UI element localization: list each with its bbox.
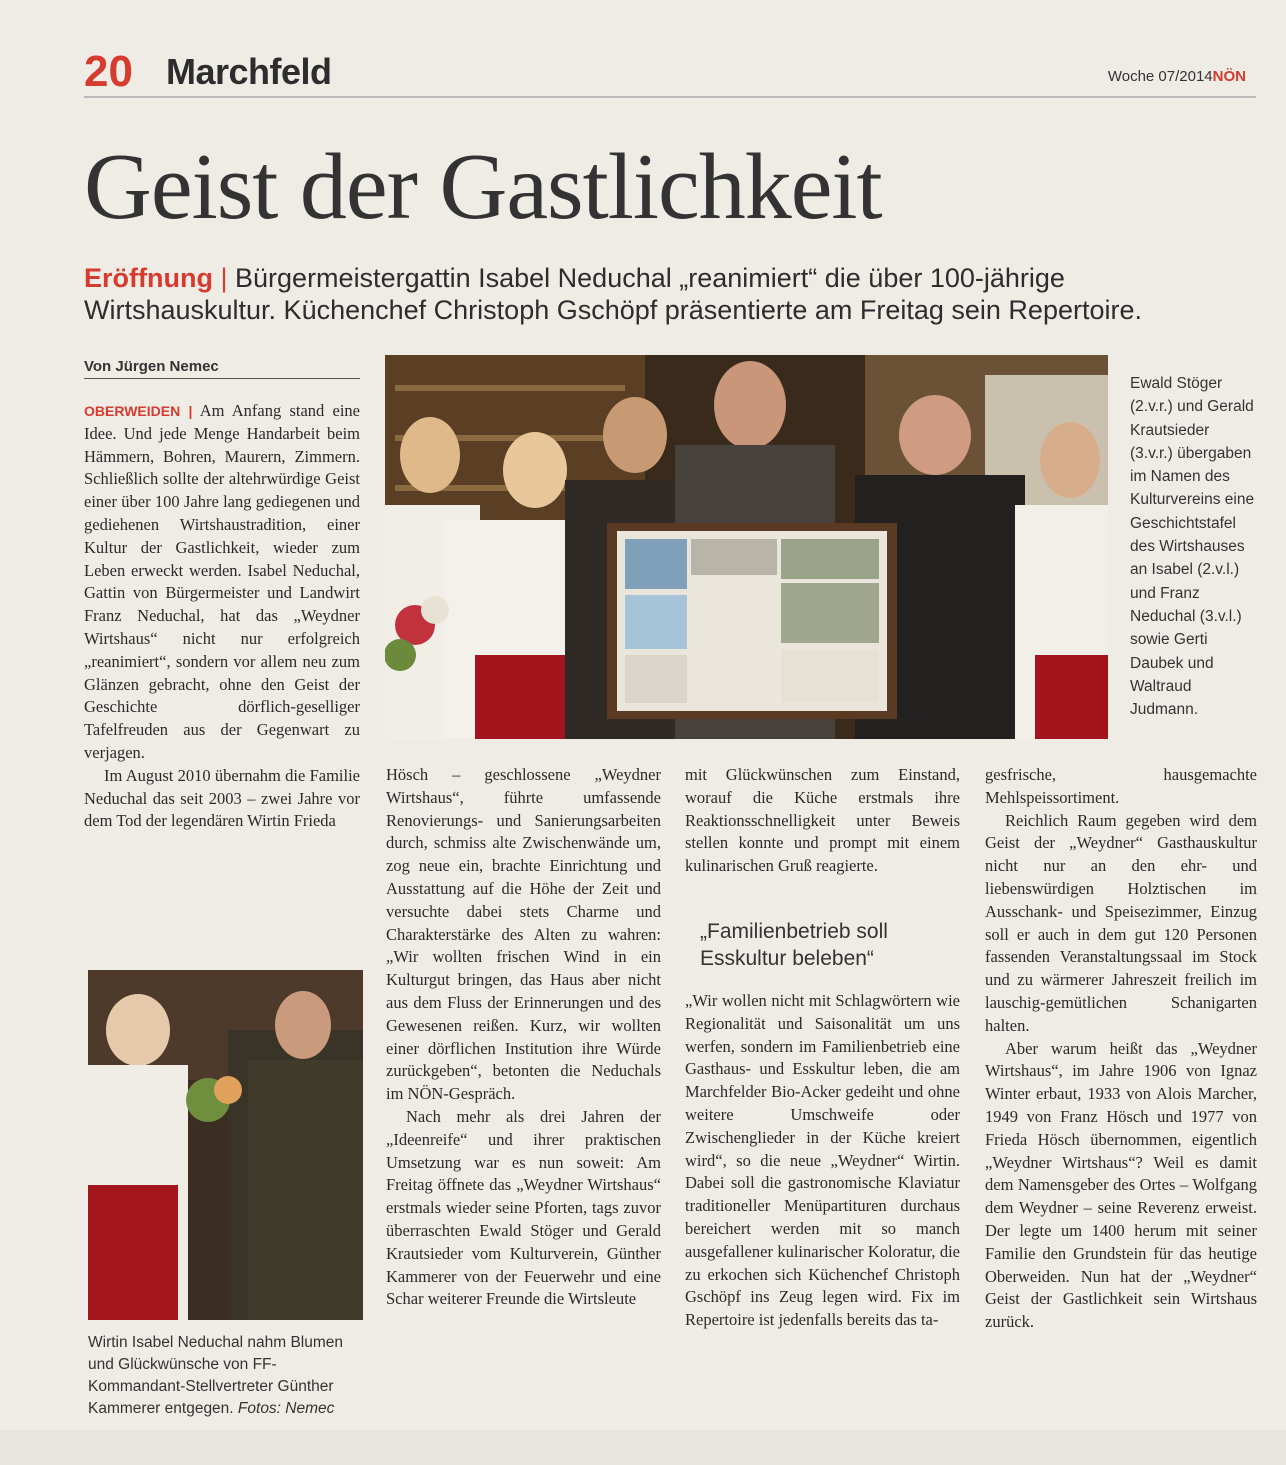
small-photo-image [88,970,363,1320]
main-photo [385,355,1108,739]
text-column-1 [84,400,360,833]
issue-info [1108,68,1246,85]
lead-keyword: Eröffnung [84,263,213,293]
text-column-3 [685,764,960,878]
paragraph: Nach mehr als drei Jahren der „Ideenreife“ und ihrer praktischen Umsetzung war es nun soweit: Am Freitag öffnete das „Weydner Wirtshaus“ erstmals wieder seine Pforten, tags zuvor überraschten Ewald Stöger und Gerald Krautsieder vom Kulturverein, Günther Kammerer von der Feuerwehr und eine Schar weiterer Freunde die Wirtsleute [386,1106,661,1309]
paragraph-text: Am Anfang stand eine Idee. Und jede Menge Handarbeit beim Hämmern, Bohren, Maurern, Zimmern. Schließlich sollte der altehrwürdige Geist einer über 100 Jahre lang gediegenen und gediehenen Wirtshaustradition, einer Kultur der Gastlichkeit, wieder zum Leben erweckt werden. Isabel Neduchal, Gattin von Bürgermeister und Landwirt Franz Neduchal, hat das „Weydner Wirtshaus“ nicht nur erfolgreich „reanimiert“, sondern vor allem neu zum Glänzen gebracht, ohne den Geist der Geschichte dörflich-geselliger Tafelfreuden aus der Gegenwart zu verjagen. [84,401,361,762]
paragraph: Reichlich Raum gegeben wird dem Geist der „Weydner“ Gasthauskultur nicht nur an den ehr- und liebenswürdigen Holztischen im Ausschank- und Speisezimmer, Einzug soll er auch in dem gut 120 Personen fassenden Veranstaltungssaal im Stock und zu wärmerer Jahreszeit freilich im lauschig-gemütlichen Schanigarten halten. [985,810,1257,1035]
text-column-2 [386,764,661,1311]
small-photo [88,970,363,1320]
small-photo-caption-text: Wirtin Isabel Neduchal nahm Blumen und Glückwünsche von FF-Kommandant-Stellvertreter Günther Kammerer entgegen. [88,1334,344,1417]
lead-separator: | [220,263,228,293]
header-rule [84,96,1256,98]
paragraph: Hösch – geschlossene „Weydner Wirtshaus“, führte umfassende Renovierungs- und Sanierungsarbeiten durch, schmiss alte Zwischenwände um, zog neue ein, brachte Einrichtung und Ausstattung auf die Höhe der Zeit und versuchte dabei stets Charme und Charakterstärke des Alten zu wahren: „Wir wollten frischen Wind in ein Kulturgut bringen, das Haus aber nicht aus dem Fluss der Erinnerungen und des Gewesenen reißen. Kurz, wir wollten einer dörflichen Institution ihre Würde zurückgeben“, betonten die Neduchals im NÖN-Gespräch. [386,765,661,1104]
text-column-3b [685,990,960,1332]
paragraph: Aber warum heißt das „Weydner Wirtshaus“, im Jahre 1906 von Ignaz Winter erbaut, 1933 von Alois Marcher, 1949 von Franz Hösch und 1977 von Frieda Hösch übernommen, eigentlich „Weydner Wirtshaus“? Weil es damit dem Namensgeber des Ortes – Wolfgang dem Weydner – seine Reverenz erweist. Der legte um 1400 herum mit seiner Familie den Grundstein für das heutige Oberweiden. Nun hat der „Weydner“ Geist der Gastlichkeit sein Wirtshaus zurück. [985,1038,1257,1332]
page-number: 20 [84,47,133,96]
section-title: Marchfeld [166,51,332,92]
text-column-4 [985,764,1257,1334]
lead-paragraph [84,262,1204,326]
dateline-separator: | [188,403,193,419]
page-bottom-edge [0,1430,1286,1465]
paragraph: Im August 2010 übernahm die Familie Neduchal das seit 2003 – zwei Jahre vor dem Tod der legendären Wirtin Frieda [84,765,360,831]
lead-text: Bürgermeistergattin Isabel Neduchal „reanimiert“ die über 100-jährige Wirtshauskultur. Küchenchef Christoph Gschöpf präsentierte am Freitag sein Repertoire. [84,263,1142,325]
photo-credit: Fotos: Nemec [237,1400,335,1417]
paragraph: mit Glückwünschen zum Einstand, worauf die Küche erstmals ihre Reaktionsschnelligkeit unter Beweis stellen konnte und prompt mit einem kulinarischen Gruß reagierte. [685,765,960,876]
issue-week: Woche 07/2014 [1107,68,1213,85]
main-photo-image [385,355,1108,739]
dateline: OBERWEIDEN [84,403,181,419]
headline: Geist der Gastlichkeit [84,135,882,239]
byline: Von Jürgen Nemec [84,358,360,379]
paragraph: „Wir wollen nicht mit Schlagwörtern wie Regionalität und Saisonalität um uns werfen, sondern im Familienbetrieb eine Gasthaus- und Esskultur leben, die am Marchfelder Bio-Acker gedeiht und ohne weitere Umschweife oder Zwischenglieder in der Küche kreiert wird“, so die neue „Weydner“ Wirtin. Dabei soll die gastronomische Klaviatur traditioneller Menüpartituren durchaus bereichert werden mit so manch ausgefallener kulinarischer Koloratur, die zu erkochen sich Küchenchef Christoph Gschöpf ins Zeug legen wird. Fix im Repertoire ist jedenfalls bereits das ta- [685,991,960,1330]
subheading: „Familienbetrieb soll Esskultur beleben“ [700,920,888,970]
small-photo-caption [88,1332,368,1420]
main-photo-caption: Ewald Stöger (2.v.r.) und Gerald Krautsieder (3.v.r.) übergaben im Namen des Kulturvereins eine Geschichtstafel des Wirtshauses an Isabel (2.v.l.) und Franz Neduchal (3.v.l.) sowie Gerti Daubek und Waltraud Judmann. [1130,375,1255,719]
paragraph [84,400,360,765]
brand-logo: NÖN [1212,68,1246,85]
paragraph: gesfrische, hausgemachte Mehlspeissortiment. [985,765,1257,807]
bleed-through-shadow [1130,138,1153,241]
